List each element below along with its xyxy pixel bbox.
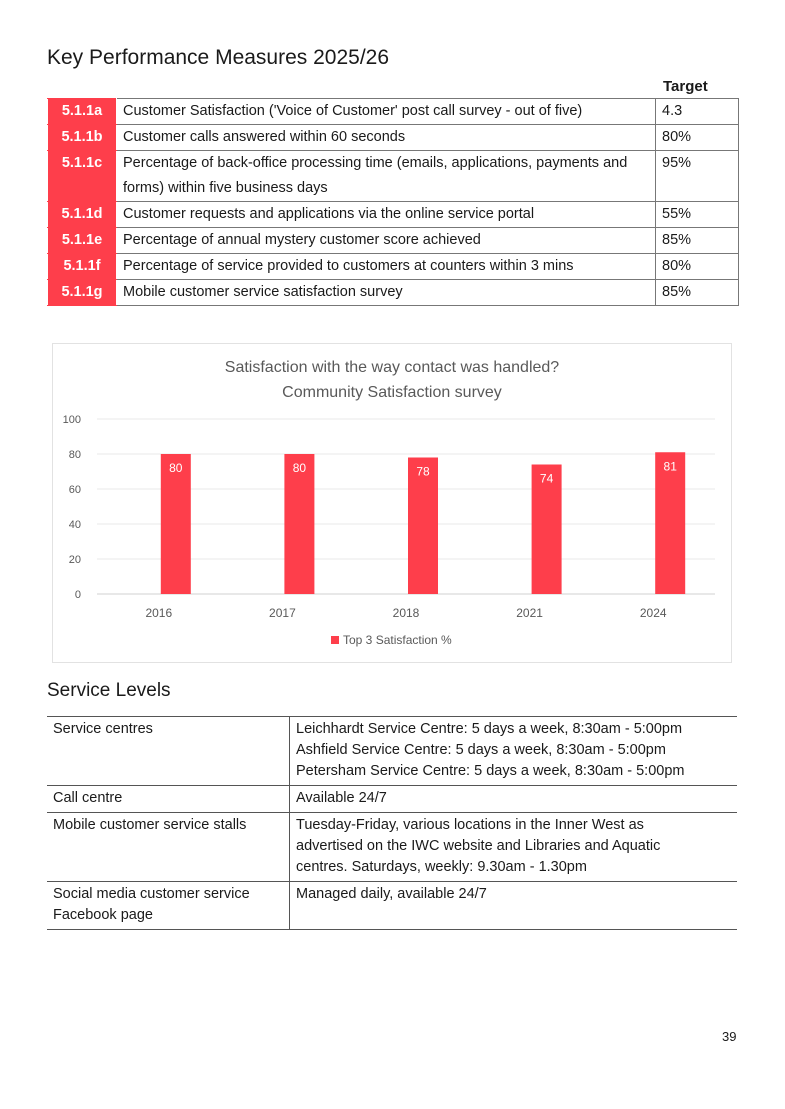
chart-svg [53, 344, 731, 662]
legend-label: Top 3 Satisfaction % [343, 633, 452, 647]
kpi-code: 5.1.1c [48, 151, 117, 202]
kpi-table [47, 98, 739, 306]
service-label: Service centres [47, 717, 290, 786]
kpi-target: 55% [656, 202, 739, 228]
y-tick-label: 100 [62, 414, 81, 426]
y-tick-label: 0 [74, 589, 81, 601]
kpi-code: 5.1.1g [48, 280, 117, 306]
service-detail-line: centres. Saturdays, weekly: 9.30am - 1.30pm [296, 859, 587, 875]
kpi-target: 85% [656, 280, 739, 306]
service-label: Call centre [47, 786, 290, 813]
kpi-row [48, 202, 739, 228]
kpi-row [48, 228, 739, 254]
legend-swatch [331, 636, 339, 644]
service-row [47, 786, 737, 813]
kpi-code: 5.1.1e [48, 228, 117, 254]
service-detail-line: Tuesday-Friday, various locations in the Inner West as [296, 817, 644, 833]
kpi-code: 5.1.1a [48, 99, 117, 125]
kpi-target: 4.3 [656, 99, 739, 125]
service-detail [290, 813, 738, 882]
kpi-description: Customer requests and applications via the online service portal [117, 202, 656, 228]
kpi-code: 5.1.1f [48, 254, 117, 280]
x-tick-label: 2017 [269, 606, 296, 620]
bar [655, 452, 685, 594]
page-number: 39 [722, 1029, 737, 1044]
kpi-description: Customer Satisfaction ('Voice of Customer' post call survey - out of five) [117, 99, 656, 125]
bar [284, 454, 314, 594]
bar-data-label: 74 [539, 471, 554, 486]
chart-title: Satisfaction with the way contact was handled? [224, 359, 560, 376]
kpi-target: 80% [656, 254, 739, 280]
service-detail-line: Available 24/7 [296, 790, 387, 806]
x-tick-label: 2016 [145, 606, 173, 620]
y-tick-label: 80 [68, 449, 81, 461]
bar-data-label: 81 [663, 459, 677, 474]
service-detail [290, 717, 738, 786]
bar [161, 454, 191, 594]
kpi-description: Percentage of annual mystery customer score achieved [117, 228, 656, 254]
service-row [47, 813, 737, 882]
kpi-description: Percentage of service provided to customers at counters within 3 mins [117, 254, 656, 280]
kpi-code: 5.1.1b [48, 125, 117, 151]
kpi-row [48, 151, 739, 202]
service-row [47, 882, 737, 930]
service-detail-line: Petersham Service Centre: 5 days a week, 8:30am - 5:00pm [296, 763, 685, 779]
y-tick-label: 20 [68, 554, 81, 566]
service-levels-table [47, 716, 737, 930]
service-detail-line: Ashfield Service Centre: 5 days a week, 8:30am - 5:00pm [296, 742, 666, 758]
kpi-target: 80% [656, 125, 739, 151]
x-tick-label: 2024 [639, 606, 667, 620]
service-detail-line: Leichhardt Service Centre: 5 days a week, 8:30am - 5:00pm [296, 721, 683, 737]
kpi-row [48, 99, 739, 125]
kpi-description: Mobile customer service satisfaction survey [117, 280, 656, 306]
bar-data-label: 78 [416, 464, 430, 479]
y-tick-label: 60 [68, 484, 81, 496]
service-row [47, 717, 737, 786]
kpi-row [48, 125, 739, 151]
chart-subtitle: Community Satisfaction survey [282, 384, 502, 401]
y-tick-label: 40 [68, 519, 81, 531]
bar-data-label: 80 [169, 461, 183, 475]
kpi-description: Percentage of back-office processing time (emails, applications, payments and forms) within five business days [117, 151, 656, 202]
kpi-description: Customer calls answered within 60 seconds [117, 125, 656, 151]
service-detail [290, 882, 738, 930]
service-label: Mobile customer service stalls [47, 813, 290, 882]
kpi-target: 85% [656, 228, 739, 254]
service-detail [290, 786, 738, 813]
target-header: Target [663, 78, 708, 95]
kpi-row [48, 254, 739, 280]
x-tick-label: 2018 [392, 606, 420, 620]
kpi-code: 5.1.1d [48, 202, 117, 228]
x-tick-label: 2021 [516, 606, 543, 620]
kpi-title: Key Performance Measures 2025/26 [47, 46, 390, 69]
bar-data-label: 80 [292, 461, 307, 475]
service-levels-title: Service Levels [47, 680, 171, 701]
kpi-row [48, 280, 739, 306]
kpi-target: 95% [656, 151, 739, 202]
service-detail-line: advertised on the IWC website and Libraries and Aquatic [296, 838, 661, 854]
satisfaction-chart [52, 343, 732, 663]
service-detail-line: Managed daily, available 24/7 [296, 886, 487, 902]
service-label: Social media customer service Facebook page [47, 882, 290, 930]
